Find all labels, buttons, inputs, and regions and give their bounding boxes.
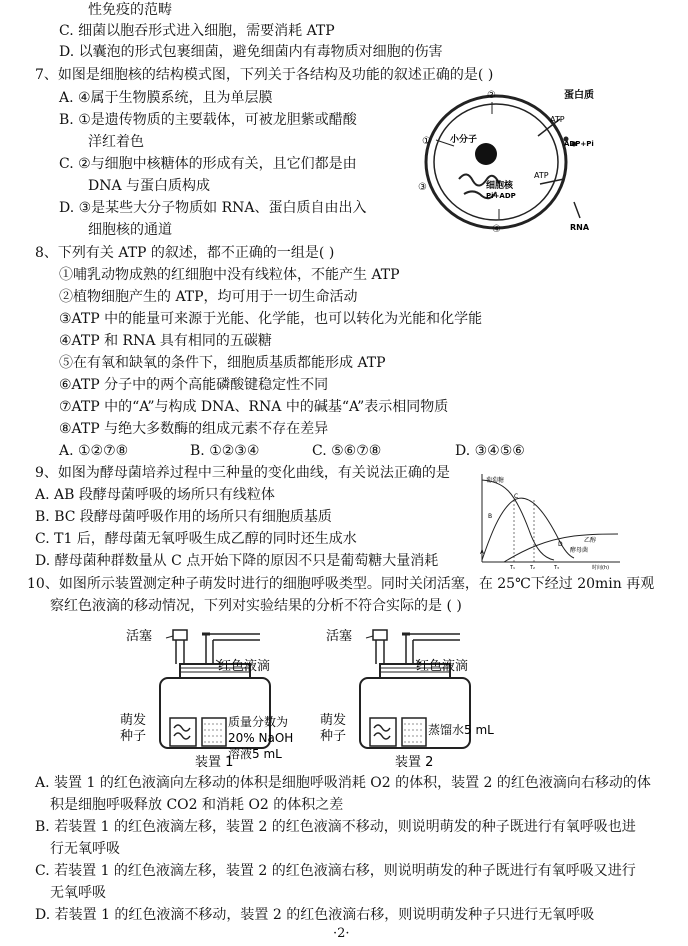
- q7-option-b: B. ①是遗传物质的主要载体，可被龙胆紫或醋酸: [59, 112, 357, 128]
- label-seed: 种子: [120, 729, 147, 744]
- label-valve: 活塞: [126, 629, 153, 644]
- q8-option-d: D. ③④⑤⑥: [455, 443, 525, 459]
- question-10-stem-cont: 察红色液滴的移动情况，下列对实验结果的分析不符合实际的是 ( ): [50, 598, 462, 614]
- question-9-stem: 9、如图为酵母菌培养过程中三种量的变化曲线，有关说法正确的是: [35, 465, 450, 481]
- label-atp: ATP: [550, 115, 565, 124]
- label-seed: 种子: [320, 729, 347, 744]
- label-seed: 萌发: [320, 713, 347, 728]
- q7-option-d: D. ③是某些大分子物质如 RNA、蛋白质自由出入: [59, 200, 367, 216]
- q8-statement: ③ATP 中的能量可来源于光能、化学能，也可以转化为光能和化学能: [59, 311, 483, 327]
- q8-statement: ②植物细胞产生的 ATP，均可用于一切生命活动: [59, 289, 358, 305]
- q10-option-c-cont: 无氧呼吸: [50, 885, 106, 901]
- q7-option-c-cont: DNA 与蛋白质构成: [88, 178, 211, 194]
- q8-option-c: C. ⑤⑥⑦⑧: [312, 443, 382, 459]
- yeast-curve-figure: [474, 470, 624, 570]
- q10-option-a: A. 装置 1 的红色液滴向左移动的体积是细胞呼吸消耗 O2 的体积，装置 2 的红色液滴向右移动的体: [35, 775, 651, 791]
- q9-option-d: D. 酵母菌种群数量从 C 点开始下降的原因不只是葡萄糖大量消耗: [35, 553, 439, 569]
- marker-1: ①: [422, 136, 431, 147]
- label-adp-pi: ADP+Pi: [564, 140, 594, 148]
- q7-option-a: A. ④属于生物膜系统，且为单层膜: [59, 90, 273, 106]
- label-distilled-water: 蒸馏水5 mL: [428, 723, 494, 737]
- q9-option-b: B. BC 段酵母菌呼吸作用的场所只有细胞质基质: [35, 509, 332, 525]
- label-pi-adp: Pi+ADP: [486, 192, 516, 200]
- marker-4: ④: [492, 224, 501, 235]
- q8-option-a: A. ①②⑦⑧: [59, 443, 129, 459]
- q10-option-b: B. 若装置 1 的红色液滴左移，装置 2 的红色液滴不移动，则说明萌发的种子既进行有氧呼吸也进: [35, 819, 636, 835]
- q10-option-b-cont: 行无氧呼吸: [50, 841, 120, 857]
- label-naoh: 溶液5 mL: [228, 747, 282, 761]
- page-number: ·2·: [333, 926, 350, 941]
- label-red-drop: 红色液滴: [416, 659, 469, 674]
- label-nucleus: 细胞核: [486, 181, 514, 191]
- q8-statement: ⑥ATP 分子中的两个高能磷酸键稳定性不同: [59, 377, 329, 393]
- label-valve: 活塞: [326, 629, 353, 644]
- q8-option-b: B. ①②③④: [190, 443, 260, 459]
- marker-2: ②: [487, 90, 496, 101]
- tick-t2: T₂: [530, 565, 536, 570]
- q8-statement: ⑤在有氧和缺氧的条件下，细胞质基质都能形成 ATP: [59, 355, 386, 371]
- caption-device-2: 装置 2: [395, 755, 434, 770]
- caption-device-1: 装置 1: [195, 755, 234, 770]
- point-c: C: [514, 493, 519, 500]
- label-small-molecule: 小分子: [450, 135, 478, 145]
- point-a: A: [480, 549, 485, 556]
- label-glucose: 葡萄糖: [486, 477, 505, 484]
- label-protein: 蛋白质: [564, 90, 594, 101]
- label-ethanol: 乙醇: [584, 537, 597, 544]
- q7-option-b-cont: 洋红着色: [88, 134, 144, 150]
- question-10-stem: 10、如图所示装置测定种子萌发时进行的细胞呼吸类型。同时关闭活塞，在 25℃下经过 20min 再观: [27, 576, 655, 592]
- q8-statement: ⑧ATP 与绝大多数酶的组成元素不存在差异: [59, 421, 329, 437]
- label-naoh: 质量分数为: [228, 715, 289, 729]
- q9-option-c: C. T1 后，酵母菌无氧呼吸生成乙醇的同时还生成水: [35, 531, 357, 547]
- nucleus-structure-figure: [414, 84, 610, 236]
- tick-t3: T₃: [554, 565, 560, 570]
- marker-3: ③: [418, 182, 427, 193]
- label-naoh: 20% NaOH: [228, 731, 294, 745]
- label-rna: RNA: [570, 223, 590, 232]
- tick-t1: T₁: [510, 565, 516, 570]
- q8-statement: ①哺乳动物成熟的红细胞中没有线粒体，不能产生 ATP: [59, 267, 400, 283]
- question-7-stem: 7、如图是细胞核的结构模式图，下列关于各结构及功能的叙述正确的是( ): [35, 67, 494, 83]
- q7-option-d-cont: 细胞核的通道: [88, 222, 172, 238]
- label-yeast: 酵母菌: [570, 547, 589, 554]
- label-atp: ATP: [534, 171, 549, 180]
- text-line: 性免疫的范畴: [88, 2, 172, 18]
- label-seed: 萌发: [120, 713, 147, 728]
- text-line: D. 以囊泡的形式包裹细菌，避免细菌内有毒物质对细胞的伤害: [59, 44, 443, 60]
- label-red-drop: 红色液滴: [218, 659, 271, 674]
- respiration-apparatus-figure: [110, 620, 540, 770]
- point-b: B: [488, 513, 493, 520]
- q7-option-c: C. ②与细胞中核糖体的形成有关，且它们都是由: [59, 156, 357, 172]
- point-d: D: [558, 541, 563, 548]
- q9-option-a: A. AB 段酵母菌呼吸的场所只有线粒体: [35, 487, 275, 503]
- q8-statement: ⑦ATP 中的“A”与构成 DNA、RNA 中的碱基“A”表示相同物质: [59, 399, 449, 415]
- q8-statement: ④ATP 和 RNA 具有相同的五碳糖: [59, 333, 272, 349]
- text-line: C. 细菌以胞吞形式进入细胞，需要消耗 ATP: [59, 23, 335, 39]
- q10-option-c: C. 若装置 1 的红色液滴左移，装置 2 的红色液滴右移，则说明萌发的种子既进行有氧呼吸又进行: [35, 863, 636, 879]
- axis-time-label: 时间(h): [592, 565, 610, 570]
- q10-option-d: D. 若装置 1 的红色液滴不移动，装置 2 的红色液滴右移，则说明萌发种子只进行无氧呼吸: [35, 907, 595, 923]
- question-8-stem: 8、下列有关 ATP 的叙述，都不正确的一组是( ): [35, 245, 335, 261]
- q10-option-a-cont: 积是细胞呼吸释放 CO2 和消耗 O2 的体积之差: [50, 797, 344, 813]
